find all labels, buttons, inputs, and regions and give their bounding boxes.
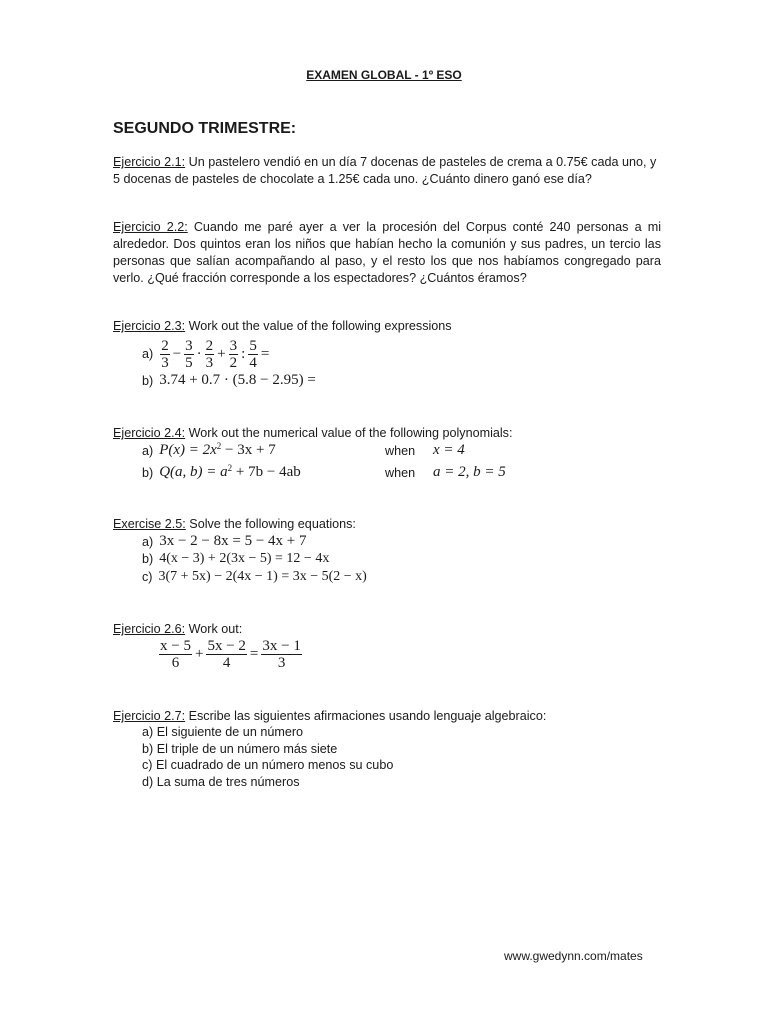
list-item: d) La suma de tres números	[142, 775, 300, 789]
exercise-label: Ejercicio 2.3:	[113, 319, 186, 333]
expression: 3.74 + 0.7 · (5.8 − 2.95) =	[159, 372, 316, 388]
exercise-text: Solve the following equations:	[185, 517, 356, 531]
exercise-label: Ejercicio 2.1:	[113, 155, 186, 169]
section-heading: SEGUNDO TRIMESTRE:	[113, 120, 297, 137]
list-item: b) El triple de un número más siete	[142, 742, 338, 756]
list-item: c) El cuadrado de un número menos su cubo	[142, 758, 394, 772]
exercise-2-7-heading	[113, 708, 546, 725]
footer-url: www.gwedynn.com/mates	[504, 949, 643, 963]
exercise-2-1	[113, 154, 661, 188]
exercise-2-4-heading	[113, 425, 512, 442]
polynomial: $P(x) = 2x^2 - 3x + 7$	[159, 441, 276, 458]
fraction-expression: $\frac{2}{3}$ − $\frac{3}{5}$ · $\frac{2}{3}$ + $\frac{3}{2}$ : $\frac{5}{4}$ =	[161, 337, 270, 371]
exercise-2-4-b	[142, 464, 301, 481]
exercise-text: Work out the value of the following expressions	[185, 319, 452, 333]
exercise-label: Exercise 2.5:	[113, 517, 186, 531]
exercise-label: Ejercicio 2.4:	[113, 426, 186, 440]
polynomial: Q(a, $b) = a^2 + 7b - 4ab$	[159, 463, 301, 480]
exercise-2-5-a	[142, 533, 307, 550]
item-letter: a)	[142, 443, 154, 458]
when-label: when	[385, 466, 416, 480]
exercise-2-5-heading	[113, 516, 356, 533]
item-letter: a)	[142, 534, 154, 549]
item-letter: b)	[142, 465, 154, 480]
equation: 4(x − 3) + 2(3x − 5) = 12 − 4x	[159, 551, 330, 566]
fraction: $\frac{3}{5}$	[185, 337, 193, 371]
exercise-2-5-c	[142, 569, 367, 585]
exercise-label: Ejercicio 2.2:	[113, 220, 188, 234]
item-letter: b)	[142, 552, 154, 566]
exercise-2-2	[113, 219, 661, 287]
exercise-2-5-b	[142, 551, 329, 567]
fraction: $\frac{2}{3}$	[205, 337, 214, 371]
when-label: when	[385, 444, 416, 458]
fraction: $\frac{2}{3}$	[161, 337, 169, 371]
equation: 3(7 + 5x) − 2(4x − 1) = 3x − 5(2 − x)	[158, 569, 367, 584]
exercise-text: Escribe las siguientes afirmaciones usando lenguaje algebraico:	[185, 709, 547, 723]
exercise-2-4-a	[142, 442, 276, 459]
condition: x = 4	[433, 442, 465, 458]
equation: 3x − 2 − 8x = 5 − 4x + 7	[159, 533, 307, 549]
item-letter: b)	[142, 373, 154, 388]
exercise-label: Ejercicio 2.7:	[113, 709, 186, 723]
fraction: $\frac{x - 5}{6}$	[160, 638, 191, 671]
fraction: $\frac{3x - 1}{3}$	[262, 638, 301, 671]
exercise-label: Ejercicio 2.6:	[113, 622, 186, 636]
exercise-2-3-a	[142, 335, 271, 373]
exercise-text: Work out the numerical value of the following polynomials:	[185, 426, 513, 440]
fraction: $\frac{3}{2}$	[229, 337, 238, 371]
exercise-2-3-heading	[113, 318, 452, 335]
exercise-2-3-b	[142, 372, 316, 389]
exercise-2-6-heading	[113, 621, 242, 638]
fraction: $\frac{5x - 2}{4}$	[207, 638, 246, 671]
exam-title: EXAMEN GLOBAL - 1º ESO	[306, 68, 462, 82]
exercise-text: Cuando me paré ayer a ver la procesión del Corpus conté 240 personas a mi alrededor. Dos quintos eran los niños que habían hecho la comunión y sus padres, un tercio las personas que salían acompañando al paso, y el resto los que nos habíamos congregado para verlo. ¿Qué fracción corresponde a los espectadores? ¿Cuántos éramos?	[113, 220, 661, 285]
fraction-equation: $\frac{x - 5}{6}$ + $\frac{5x - 2}{4}$ = $\frac{3x - 1}{3}$	[160, 638, 301, 671]
list-item: a) El siguiente de un número	[142, 725, 304, 739]
exercise-text: Un pastelero vendió en un día 7 docenas de pasteles de crema a 0.75€ cada uno, y 5 docenas de pasteles de chocolate a 1.25€ cada uno. ¿Cuánto dinero ganó ese día?	[113, 155, 657, 186]
exercise-text: Work out:	[185, 622, 243, 636]
item-letter: a)	[142, 347, 154, 361]
condition: a = 2, b = 5	[433, 464, 506, 480]
item-letter: c)	[142, 570, 153, 584]
fraction: $\frac{5}{4}$	[249, 337, 257, 371]
